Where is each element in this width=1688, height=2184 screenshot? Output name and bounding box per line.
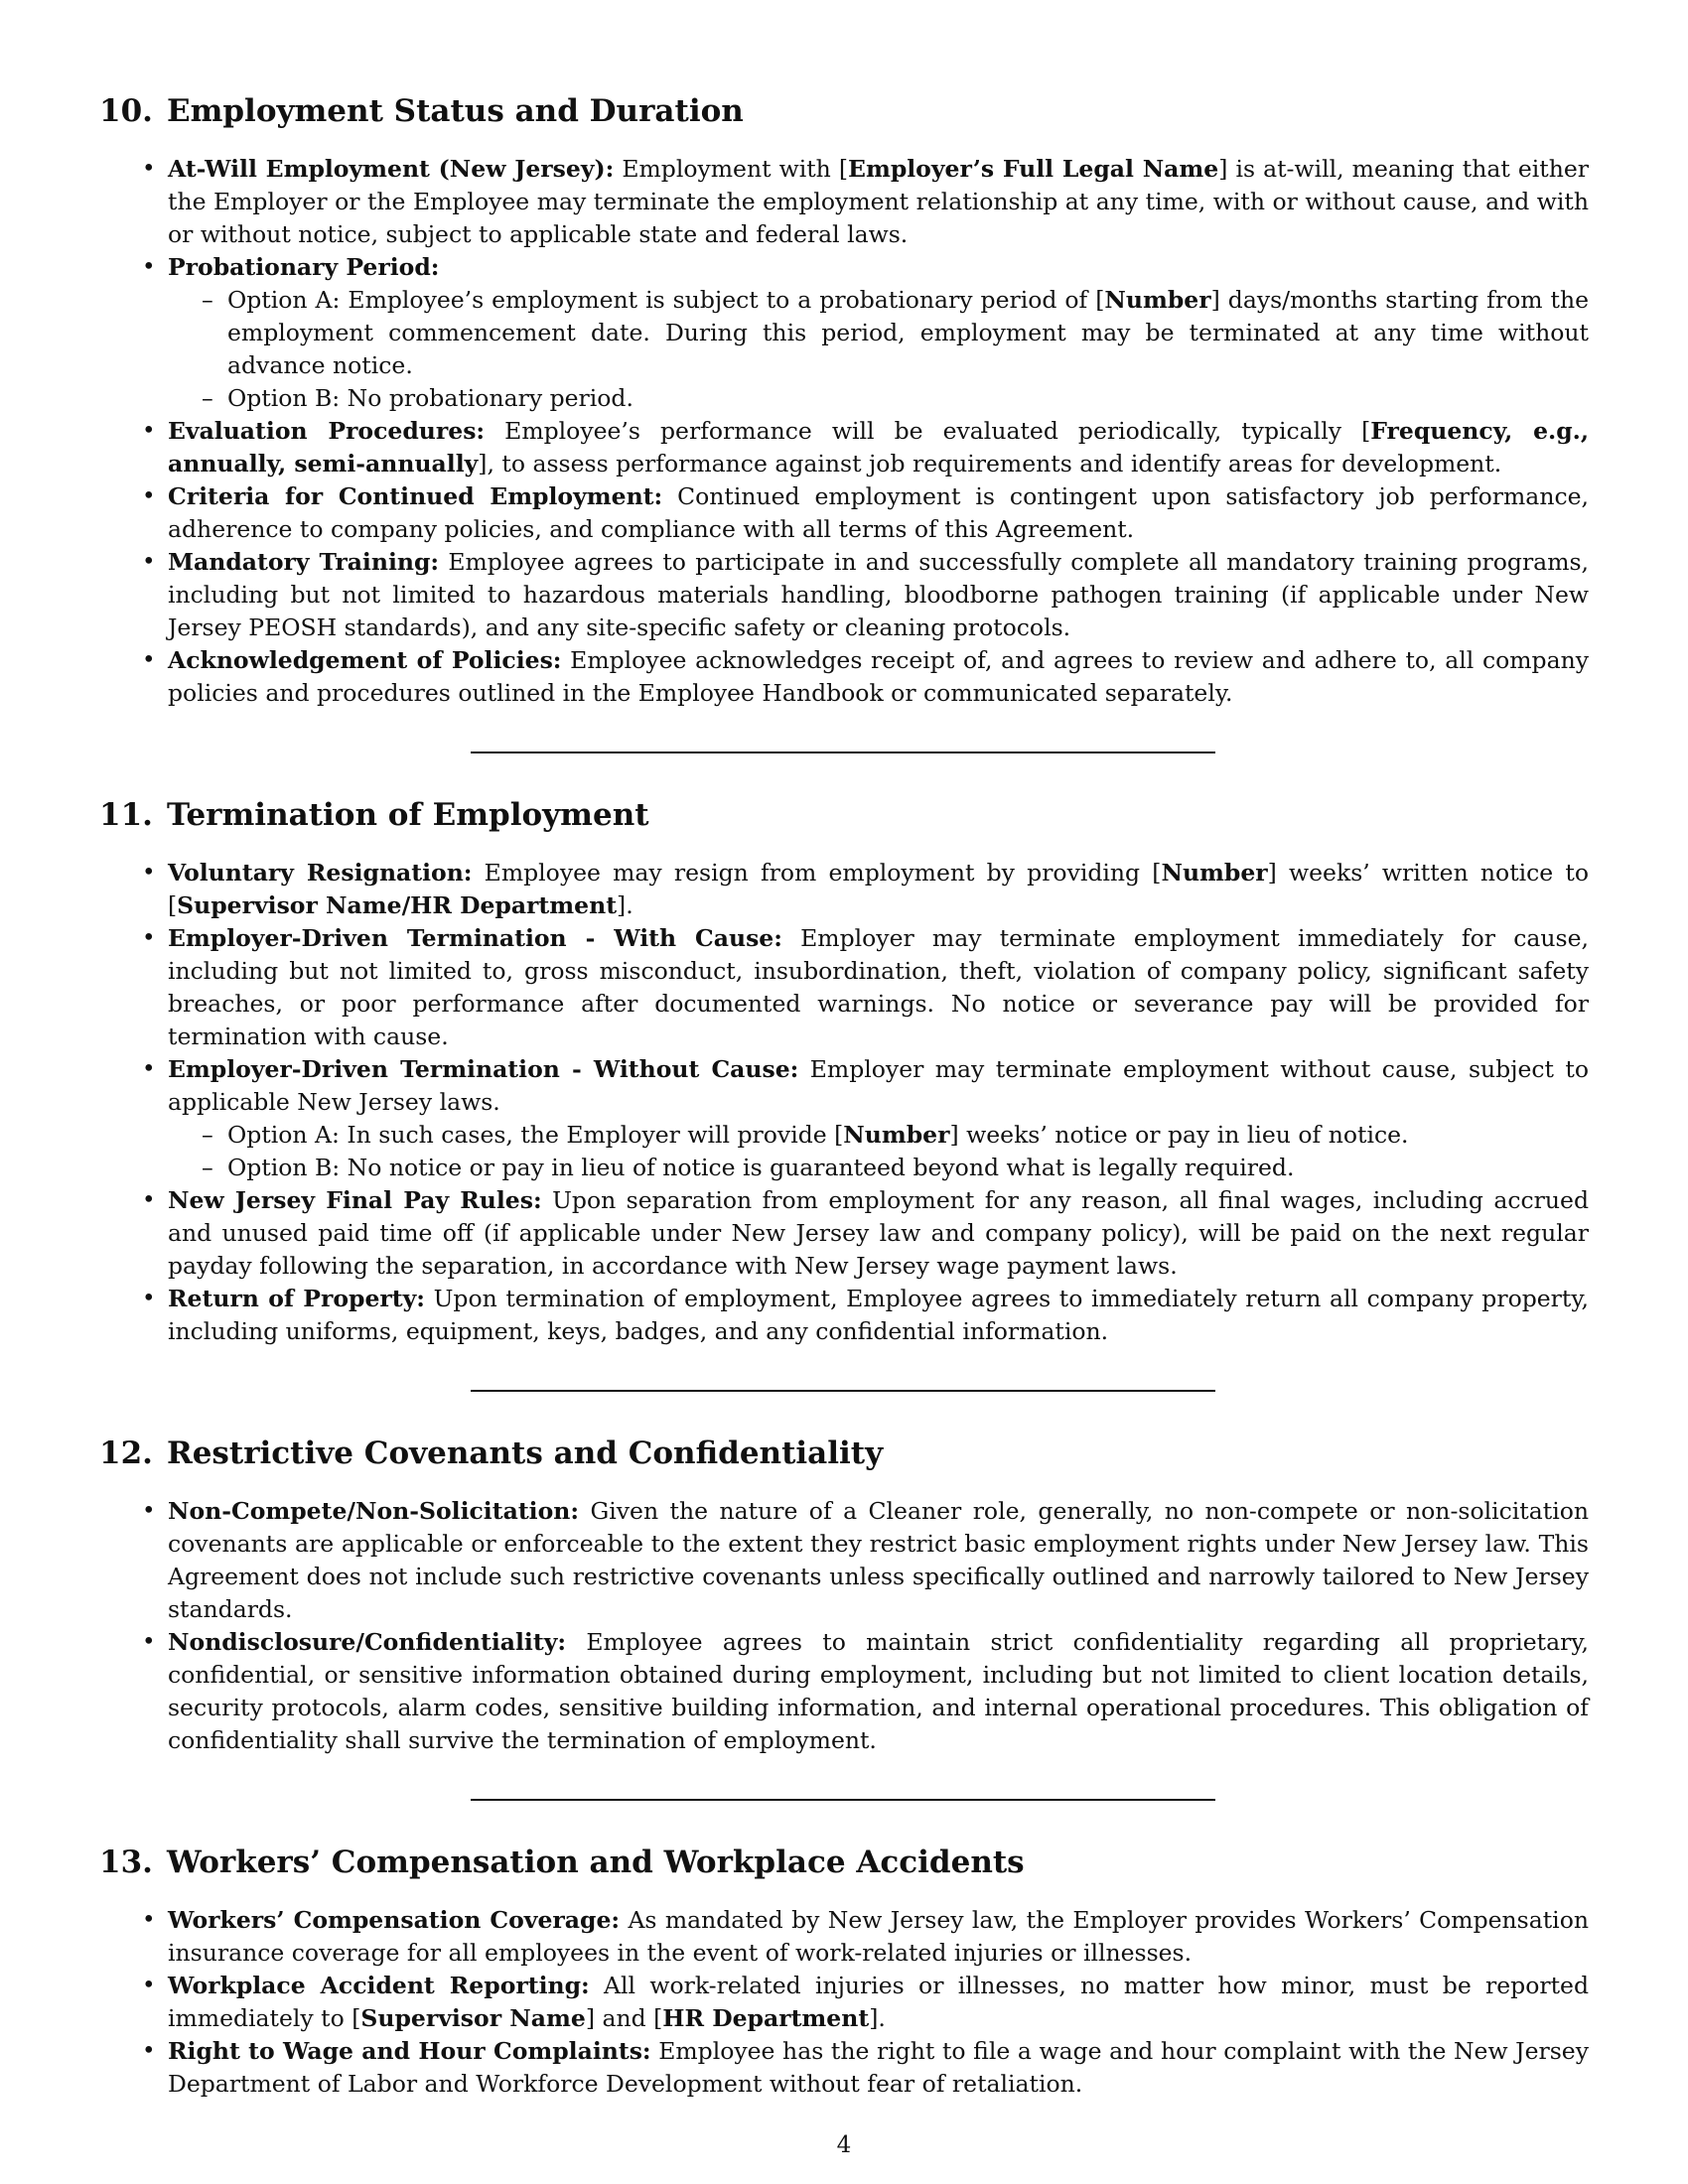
list-item-criteria: [168, 480, 1589, 546]
item-label: Return of Property:: [168, 1285, 425, 1312]
item-text: ].: [617, 891, 633, 919]
placeholder-field: Number: [1161, 859, 1268, 887]
item-label: Nondisclosure/Confidentiality:: [168, 1628, 567, 1656]
list-item-at-will: [168, 153, 1589, 251]
item-text: Option B: No notice or pay in lieu of notice is guaranteed beyond what is legally required.: [227, 1154, 1295, 1181]
item-text: Employee agrees to participate in and successfully complete all mandatory training programs, including but not limited to hazardous materials handling, bloodborne pathogen training (if applicable under New Jersey PEOSH standards), and any site-specific safety or cleaning protocols.: [168, 548, 1590, 641]
item-label: Criteria for Continued Employment:: [168, 482, 663, 510]
section-13: [99, 1843, 1589, 2101]
item-text: Employer may terminate employment immediately for cause, including but not limited to, gross misconduct, insubordination, theft, violation of company policy, significant safety breaches, or poor performance after documented warnings. No notice or severance pay will be provided for termination with cause.: [168, 924, 1589, 1050]
bullet-list: [99, 1904, 1589, 2101]
item-text: All work-related injuries or illnesses, no matter how minor, must be reported immediately to [: [168, 1972, 1589, 2032]
section-title-text: Workers’ Compensation and Workplace Accidents: [166, 1844, 1025, 1880]
sub-item-option-a: [227, 284, 1589, 382]
item-text: Continued employment is contingent upon satisfactory job performance, adherence to company policies, and compliance with all terms of this Agreement.: [168, 482, 1589, 543]
section-divider: [471, 1799, 1215, 1801]
item-label: Probationary Period:: [168, 253, 440, 281]
item-text: Option A: Employee’s employment is subject to a probationary period of [: [227, 286, 1105, 314]
list-item-with-cause: [168, 922, 1589, 1053]
item-text: Employee acknowledges receipt of, and agrees to review and adhere to, all company policies and procedures outlined in the Employee Handbook or communicated separately.: [168, 646, 1590, 707]
section-title: [99, 1433, 1589, 1473]
section-title: [99, 795, 1589, 835]
section-11: [99, 795, 1589, 1348]
bullet-list: [99, 1495, 1589, 1757]
section-title-text: Restrictive Covenants and Confidentiality: [166, 1435, 884, 1471]
placeholder-field: Frequency, e.g., annually, semi-annually: [168, 417, 1589, 478]
item-text: ], to assess performance against job requirements and identify areas for development.: [478, 450, 1502, 478]
placeholder-field: HR Department: [662, 2004, 870, 2032]
section-10: [99, 91, 1589, 710]
item-text: ].: [869, 2004, 886, 2032]
sub-list: [168, 284, 1589, 415]
item-text: ] and [: [585, 2004, 663, 2032]
item-label: Non-Compete/Non-Solicitation:: [168, 1497, 580, 1525]
item-text: Employment with [: [614, 155, 849, 183]
list-item-reporting: [168, 1970, 1589, 2035]
item-label: At-Will Employment (New Jersey):: [168, 155, 615, 183]
list-item-coverage: [168, 1904, 1589, 1970]
item-label: Acknowledgement of Policies:: [168, 646, 562, 674]
list-item-policies: [168, 644, 1589, 710]
section-title: [99, 91, 1589, 131]
list-item-nondisclosure: [168, 1626, 1589, 1757]
section-number: 10.: [99, 93, 153, 129]
placeholder-field: Supervisor Name: [360, 2004, 586, 2032]
list-item-property: [168, 1283, 1589, 1348]
list-item-noncompete: [168, 1495, 1589, 1626]
placeholder-field: Employer’s Full Legal Name: [848, 155, 1219, 183]
document-page: [99, 91, 1589, 2101]
item-label: Right to Wage and Hour Complaints:: [168, 2037, 651, 2065]
section-12: [99, 1433, 1589, 1757]
page-number: 4: [836, 2132, 852, 2158]
item-text: Employee’s performance will be evaluated periodically, typically [: [485, 417, 1371, 445]
section-title-text: Termination of Employment: [166, 797, 649, 833]
placeholder-field: Number: [1104, 286, 1211, 314]
list-item-complaints: [168, 2035, 1589, 2101]
list-item-resignation: [168, 857, 1589, 922]
section-divider: [471, 751, 1215, 753]
item-text: ] weeks’ notice or pay in lieu of notice.: [949, 1121, 1409, 1149]
sub-item-option-b: [227, 1152, 1589, 1184]
item-text: Upon separation from employment for any reason, all final wages, including accrued and unused paid time off (if applicable under New Jersey law and company policy), will be paid on the next regular payday following the separation, in accordance with New Jersey wage payment laws.: [168, 1186, 1589, 1280]
item-label: Evaluation Procedures:: [168, 417, 486, 445]
item-label: Workplace Accident Reporting:: [168, 1972, 590, 1999]
item-text: Employee has the right to file a wage and hour complaint with the New Jersey Department of Labor and Workforce Development without fear of retaliation.: [168, 2037, 1589, 2098]
sub-list: [168, 1119, 1589, 1184]
placeholder-field: Supervisor Name/HR Department: [177, 891, 618, 919]
list-item-training: [168, 546, 1589, 644]
sub-item-option-a: [227, 1119, 1589, 1152]
item-label: New Jersey Final Pay Rules:: [168, 1186, 542, 1214]
bullet-list: [99, 857, 1589, 1348]
item-text: Upon termination of employment, Employee agrees to immediately return all company property, including uniforms, equipment, keys, badges, and any confidential information.: [168, 1285, 1589, 1345]
item-text: Employer may terminate employment without cause, subject to applicable New Jersey laws.: [168, 1055, 1590, 1116]
sub-item-option-b: [227, 382, 1589, 415]
list-item-final-pay: [168, 1184, 1589, 1283]
section-number: 11.: [99, 797, 153, 833]
section-number: 12.: [99, 1435, 153, 1471]
section-number: 13.: [99, 1844, 153, 1880]
placeholder-field: Number: [843, 1121, 950, 1149]
item-text: Option A: In such cases, the Employer will provide [: [227, 1121, 844, 1149]
item-label: Voluntary Resignation:: [168, 859, 473, 887]
list-item-probation: [168, 251, 1589, 415]
item-text: ] is at-will, meaning that either the Employer or the Employee may terminate the employment relationship at any time, with or without cause, and with or without notice, subject to applicable state and federal laws.: [168, 155, 1589, 248]
item-label: Workers’ Compensation Coverage:: [168, 1906, 621, 1934]
item-text: As mandated by New Jersey law, the Employer provides Workers’ Compensation insurance coverage for all employees in the event of work-related injuries or illnesses.: [168, 1906, 1589, 1967]
item-label: Employer-Driven Termination - Without Cause:: [168, 1055, 799, 1083]
section-title-text: Employment Status and Duration: [166, 93, 744, 129]
item-text: Given the nature of a Cleaner role, generally, no non-compete or non-solicitation covenants are applicable or enforceable to the extent they restrict basic employment rights under New Jersey law. This Agreement does not include such restrictive covenants unless specifically outlined and narrowly tailored to New Jersey standards.: [168, 1497, 1589, 1623]
list-item-evaluation: [168, 415, 1589, 480]
item-label: Mandatory Training:: [168, 548, 440, 576]
item-text: Option B: No probationary period.: [227, 384, 633, 412]
item-text: ] weeks’ written notice to [: [168, 859, 1590, 919]
item-label: Employer-Driven Termination - With Cause:: [168, 924, 782, 952]
section-title: [99, 1843, 1589, 1882]
section-divider: [471, 1390, 1215, 1392]
item-text: Employee may resign from employment by providing [: [472, 859, 1162, 887]
item-text: ] days/months starting from the employment commencement date. During this period, employment may be terminated at any time without advance notice.: [227, 286, 1590, 379]
bullet-list: [99, 153, 1589, 710]
item-text: Employee agrees to maintain strict confidentiality regarding all proprietary, confidential, or sensitive information obtained during employment, including but not limited to client location details, security protocols, alarm codes, sensitive building information, and internal operational procedures. This obligation of confidentiality shall survive the termination of employment.: [168, 1628, 1589, 1754]
list-item-without-cause: [168, 1053, 1589, 1184]
